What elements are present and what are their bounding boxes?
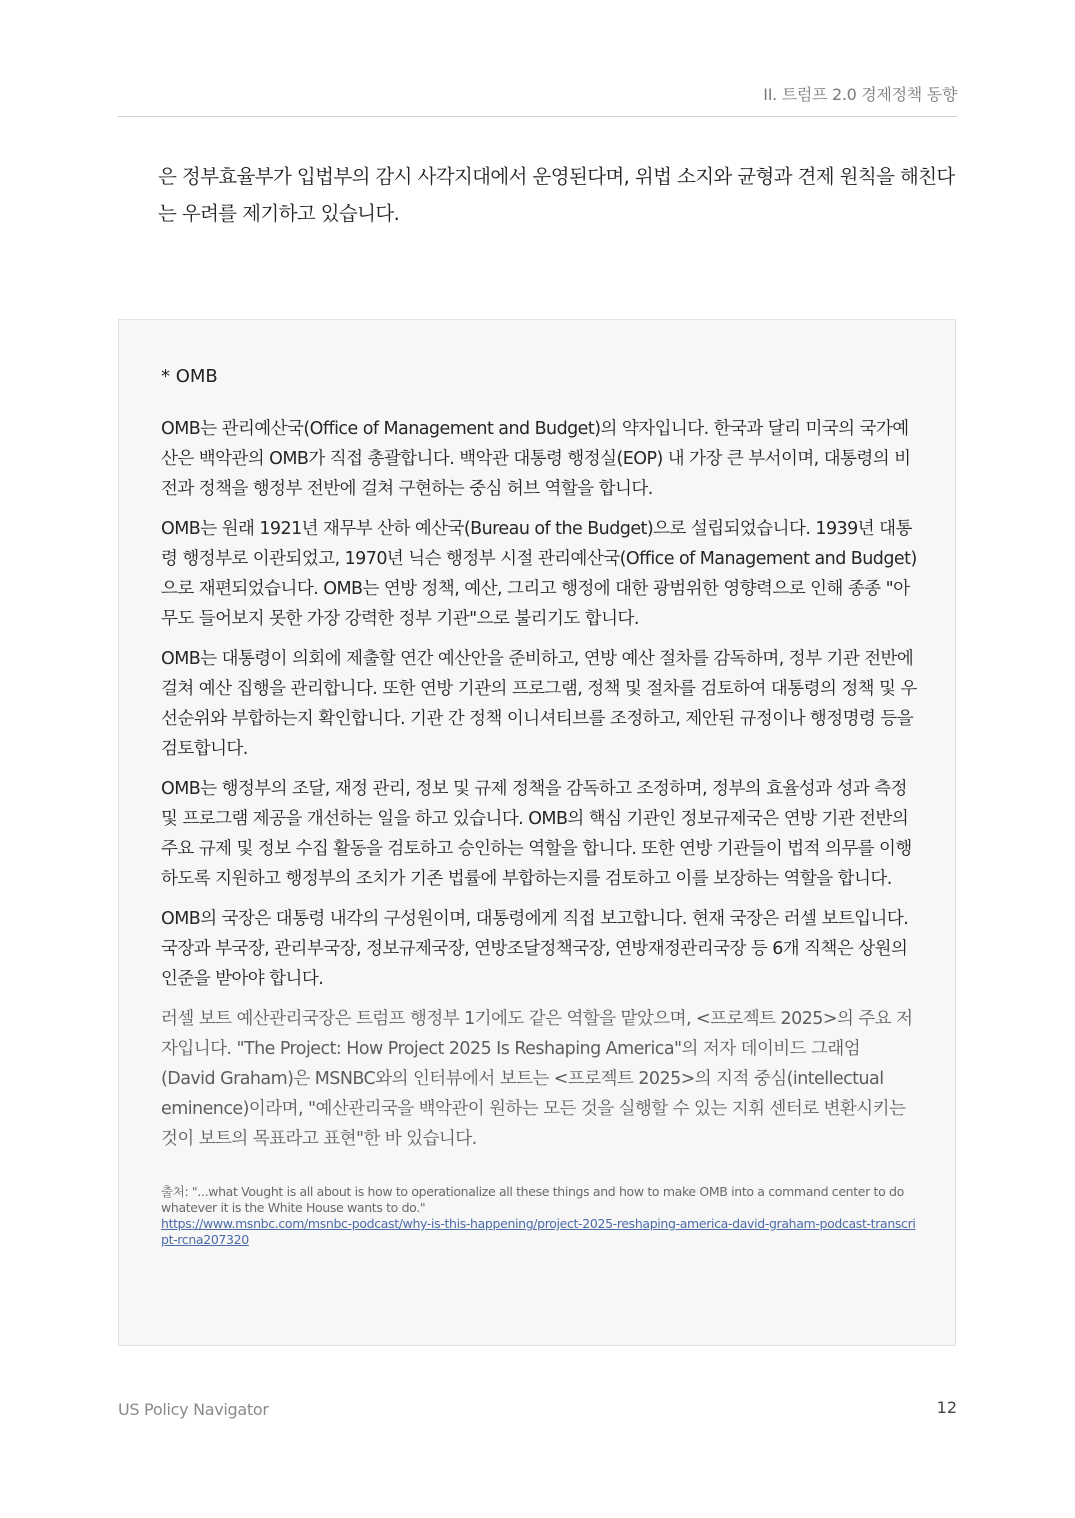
- note-title: * OMB: [161, 366, 218, 387]
- note-paragraph: OMB는 원래 1921년 재무부 산하 예산국(Bureau of the Budget)으로 설립되었습니다. 1939년 대통령 행정부로 이관되었고, 1970년 닉슨 행정부 시절 관리예산국(Office of Management and Budget)으로 재편되었습니다. OMB는 연방 정책, 예산, 그리고 행정에 대한 광범위한 영향력으로 인해 종종 "아무도 들어보지 못한 가장 강력한 정부 기관"으로 불리기도 합니다.: [161, 519, 917, 629]
- note-paragraph: OMB는 대통령이 의회에 제출할 연간 예산안을 준비하고, 연방 예산 절차를 감독하며, 정부 기관 전반에 걸쳐 예산 집행을 관리합니다. 또한 연방 기관의 프로그램, 정책 및 절차를 검토하여 대통령의 정책 및 우선순위와 부합하는지 확인합니다. 기관 간 정책 이니셔티브를 조정하고, 제안된 규정이나 행정명령 등을 검토합니다.: [161, 649, 917, 759]
- footer-publication: US Policy Navigator: [118, 1400, 269, 1419]
- note-paragraph: OMB의 국장은 대통령 내각의 구성원이며, 대통령에게 직접 보고합니다. 현재 국장은 러셀 보트입니다. 국장과 부국장, 관리부국장, 정보규제국장, 연방조달정책국장, 연방재정관리국장 등 6개 직책은 상원의 인준을 받아야 합니다.: [161, 909, 909, 989]
- omb-note-box: [118, 319, 956, 1346]
- running-header: II. 트럼프 2.0 경제정책 동향: [763, 85, 957, 104]
- source-quote: 출처: "...what Vought is all about is how to operationalize all these things and how to make OMB into a command center to do whatever it is the White House wants to do.": [161, 1184, 904, 1215]
- body-paragraph: 은 정부효율부가 입법부의 감시 사각지대에서 운영된다며, 위법 소지와 균형과 견제 원칙을 해친다는 우려를 제기하고 있습니다.: [158, 165, 955, 225]
- header-divider: [118, 116, 957, 117]
- page-number: 12: [936, 1398, 957, 1417]
- source-link[interactable]: https://www.msnbc.com/msnbc-podcast/why-is-this-happening/project-2025-reshaping-america-david-graham-podcast-transcript-rcna207320: [161, 1216, 916, 1247]
- omb-note-content: [161, 362, 917, 1248]
- note-paragraph: OMB는 관리예산국(Office of Management and Budget)의 약자입니다. 한국과 달리 미국의 국가예산은 백악관의 OMB가 직접 총괄합니다. 백악관 대통령 행정실(EOP) 내 가장 큰 부서이며, 대통령의 비전과 정책을 행정부 전반에 걸쳐 구현하는 중심 허브 역할을 합니다.: [161, 419, 911, 499]
- note-paragraph: OMB는 행정부의 조달, 재정 관리, 정보 및 규제 정책을 감독하고 조정하며, 정부의 효율성과 성과 측정 및 프로그램 제공을 개선하는 일을 하고 있습니다. OMB의 핵심 기관인 정보규제국은 연방 기관 전반의 주요 규제 및 정보 수집 활동을 검토하고 승인하는 역할을 합니다. 또한 연방 기관들이 법적 의무를 이행하도록 지원하고 행정부의 조치가 기존 법률에 부합하는지를 검토하고 이를 보장하는 역할을 합니다.: [161, 779, 912, 889]
- note-paragraph-vought: 러셀 보트 예산관리국장은 트럼프 행정부 1기에도 같은 역할을 맡았으며, <프로젝트 2025>의 주요 저자입니다. "The Project: How Project 2025 Is Reshaping America"의 저자 데이비드 그래엄 (David Graham)은 MSNBC와의 인터뷰에서 보트는 <프로젝트 2025>의 지적 중심(intellectual eminence)이라며, "예산관리국을 백악관이 원하는 모든 것을 실행할 수 있는 지휘 센터로 변환시키는 것이 보트의 목표라고 표현"한 바 있습니다.: [161, 1009, 913, 1149]
- source-citation: [161, 1184, 917, 1248]
